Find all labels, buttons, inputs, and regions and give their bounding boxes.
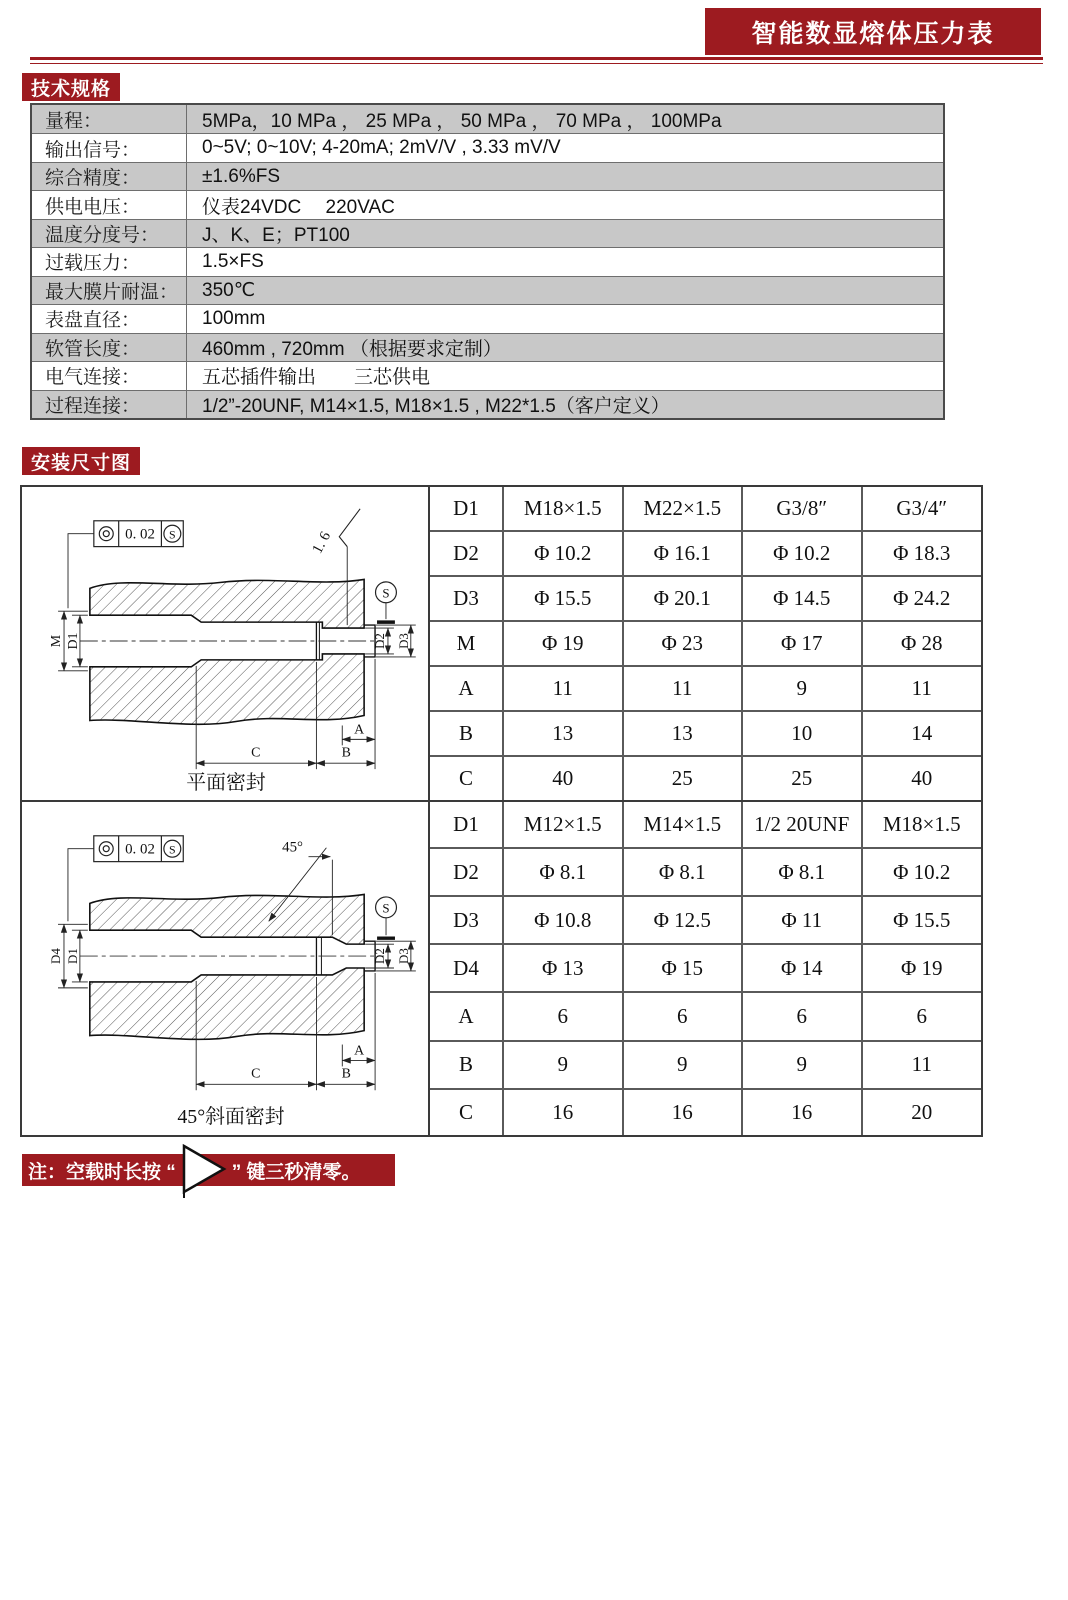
datum-s-letter: S xyxy=(169,527,176,542)
value-cell: Φ 14 xyxy=(742,944,862,992)
dim-row xyxy=(430,487,981,531)
value-cell: Φ 15 xyxy=(623,944,743,992)
value-cell: Φ 28 xyxy=(862,621,982,666)
dim-row xyxy=(430,848,981,896)
value-cell: Φ 13 xyxy=(503,944,623,992)
bevel-seal-drawing-cell xyxy=(22,802,430,1135)
value-cell: G3/8″ xyxy=(742,487,862,531)
dim-label-d4: D4 xyxy=(47,948,63,964)
value-cell: 16 xyxy=(742,1089,862,1135)
spec-row xyxy=(32,247,943,275)
value-cell: Φ 16.1 xyxy=(623,531,743,576)
value-cell: 25 xyxy=(623,756,743,800)
spec-row xyxy=(32,390,943,418)
value-cell: Φ 11 xyxy=(742,896,862,944)
spec-table xyxy=(30,103,945,420)
value-cell: Φ 17 xyxy=(742,621,862,666)
value-cell: Φ 8.1 xyxy=(742,848,862,896)
spec-value: 0~5V; 0~10V; 4-20mA; 2mV/V , 3.33 mV/V xyxy=(202,137,561,159)
spec-label: 温度分度号： xyxy=(32,220,187,247)
value-cell: Φ 15.5 xyxy=(862,896,982,944)
value-cell: Φ 18.3 xyxy=(862,531,982,576)
value-cell: Φ 10.2 xyxy=(742,531,862,576)
value-cell: 11 xyxy=(503,666,623,711)
dim-row xyxy=(430,576,981,621)
dim-label-b: B xyxy=(341,1066,351,1082)
spec-row xyxy=(32,105,943,133)
flat-seal-table-cell xyxy=(430,487,981,802)
value-cell: 9 xyxy=(623,1041,743,1089)
dim-row xyxy=(430,756,981,800)
value-cell: 6 xyxy=(503,992,623,1040)
value-cell: 6 xyxy=(623,992,743,1040)
value-cell: M12×1.5 xyxy=(503,802,623,848)
value-cell: Φ 10.8 xyxy=(503,896,623,944)
spec-label: 供电电压： xyxy=(32,191,187,218)
dims-section-badge xyxy=(22,447,140,475)
spec-row xyxy=(32,304,943,332)
param-cell: M xyxy=(430,621,503,666)
value-cell: Φ 14.5 xyxy=(742,576,862,621)
value-cell: 13 xyxy=(623,711,743,756)
spec-row xyxy=(32,162,943,190)
value-cell: Φ 10.2 xyxy=(862,848,982,896)
spec-row xyxy=(32,361,943,389)
spec-value: J、K、E；PT100 xyxy=(202,225,350,247)
param-cell: B xyxy=(430,711,503,756)
spec-value: 460mm , 720mm （根据要求定制） xyxy=(202,338,502,360)
dim-label-a: A xyxy=(354,722,365,738)
value-cell: 9 xyxy=(503,1041,623,1089)
datum-target xyxy=(376,582,397,622)
value-cell: Φ 10.2 xyxy=(503,531,623,576)
installation-dims-panel xyxy=(20,485,983,1137)
dim-row xyxy=(430,1089,981,1135)
header-divider-thick xyxy=(30,57,1043,60)
spec-label: 过程连接： xyxy=(32,391,187,418)
datum-s-letter: S xyxy=(169,842,176,857)
spec-value: 仪表24VDC 220VAC xyxy=(202,196,395,218)
dims-section-title: 安装尺寸图 xyxy=(31,452,132,474)
param-cell: D2 xyxy=(430,848,503,896)
spec-row xyxy=(32,219,943,247)
note-prefix: 注：空载时长按 “ xyxy=(28,1161,176,1183)
surface-finish-value: 1. 6 xyxy=(309,529,335,557)
dim-label-m: M xyxy=(49,634,65,648)
spec-label: 量程： xyxy=(32,105,187,133)
value-cell: Φ 19 xyxy=(503,621,623,666)
value-cell: 13 xyxy=(503,711,623,756)
dim-label-d1: D1 xyxy=(64,948,80,964)
value-cell: 6 xyxy=(862,992,982,1040)
value-cell: 16 xyxy=(623,1089,743,1135)
dim-row xyxy=(430,711,981,756)
play-triangle-icon xyxy=(180,1141,228,1199)
value-cell: 16 xyxy=(503,1089,623,1135)
value-cell: Φ 19 xyxy=(862,944,982,992)
note-suffix: ” 键三秒清零。 xyxy=(231,1161,361,1183)
note-bar xyxy=(22,1154,395,1186)
spec-value: 1.5×FS xyxy=(202,250,264,272)
param-cell: D3 xyxy=(430,576,503,621)
dim-label-a: A xyxy=(354,1043,365,1059)
value-cell: M18×1.5 xyxy=(862,802,982,848)
spec-label: 输出信号： xyxy=(32,134,187,161)
spec-value: 350℃ xyxy=(202,279,256,301)
spec-row xyxy=(32,190,943,218)
dim-label-d2: D2 xyxy=(372,948,388,964)
tolerance-value: 0. 02 xyxy=(125,526,155,543)
param-cell: B xyxy=(430,1041,503,1089)
lower-hatch-block xyxy=(90,968,364,1039)
spec-value: 5MPa，10 MPa ， 25 MPa ， 50 MPa ， 70 MPa ， 100MPa xyxy=(202,110,722,132)
dim-row xyxy=(430,621,981,666)
value-cell: 10 xyxy=(742,711,862,756)
flat-seal-caption: 平面密封 xyxy=(186,772,266,795)
flat-seal-drawing xyxy=(22,487,428,798)
spec-row xyxy=(32,133,943,161)
param-cell: A xyxy=(430,666,503,711)
dim-row xyxy=(430,1041,981,1089)
spec-label: 过载压力： xyxy=(32,248,187,275)
value-cell: M22×1.5 xyxy=(623,487,743,531)
spec-value: ±1.6%FS xyxy=(202,165,281,187)
value-cell: 14 xyxy=(862,711,982,756)
spec-value: 五芯插件输出 三芯供电 xyxy=(202,367,431,389)
value-cell: 11 xyxy=(862,666,982,711)
dim-label-b: B xyxy=(341,745,351,761)
page-title: 智能数显熔体压力表 xyxy=(751,19,995,48)
spec-row xyxy=(32,333,943,361)
bevel-seal-dim-table xyxy=(430,802,981,1135)
value-cell: Φ 24.2 xyxy=(862,576,982,621)
flat-seal-dim-table xyxy=(430,487,981,800)
value-cell: 9 xyxy=(742,1041,862,1089)
spec-value: 1/2”-20UNF, M14×1.5, M18×1.5 , M22*1.5（客户定义） xyxy=(202,395,670,417)
upper-hatch-block xyxy=(90,894,364,944)
dim-label-c: C xyxy=(251,1066,261,1082)
value-cell: 6 xyxy=(742,992,862,1040)
value-cell: Φ 23 xyxy=(623,621,743,666)
upper-hatch-block xyxy=(90,579,364,628)
value-cell: Φ 8.1 xyxy=(503,848,623,896)
param-cell: C xyxy=(430,1089,503,1135)
flat-seal-drawing-cell xyxy=(22,487,430,802)
value-cell: 11 xyxy=(623,666,743,711)
value-cell: 40 xyxy=(862,756,982,800)
spec-label: 综合精度： xyxy=(32,163,187,190)
dim-label-d3: D3 xyxy=(395,633,411,649)
value-cell: 9 xyxy=(742,666,862,711)
dim-label-d2: D2 xyxy=(371,633,387,649)
param-cell: D1 xyxy=(430,487,503,531)
dim-row xyxy=(430,992,981,1040)
value-cell: 25 xyxy=(742,756,862,800)
page-title-badge xyxy=(705,8,1041,55)
value-cell: Φ 15.5 xyxy=(503,576,623,621)
dim-row xyxy=(430,896,981,944)
dim-row xyxy=(430,944,981,992)
datum-s-letter: S xyxy=(382,900,390,916)
value-cell: M14×1.5 xyxy=(623,802,743,848)
specs-section-title: 技术规格 xyxy=(31,78,112,100)
param-cell: D2 xyxy=(430,531,503,576)
tolerance-value: 0. 02 xyxy=(125,841,155,858)
dim-label-d1: D1 xyxy=(65,632,81,650)
header-divider-thin xyxy=(30,63,1043,64)
dim-row xyxy=(430,666,981,711)
spec-label: 最大膜片耐温： xyxy=(32,277,187,304)
value-cell: Φ 20.1 xyxy=(623,576,743,621)
specs-section-badge xyxy=(22,73,120,101)
spec-label: 电气连接： xyxy=(32,362,187,389)
bevel-seal-drawing xyxy=(22,802,428,1133)
value-cell: 1/2 20UNF xyxy=(742,802,862,848)
value-cell: G3/4″ xyxy=(862,487,982,531)
param-cell: A xyxy=(430,992,503,1040)
value-cell: Φ 8.1 xyxy=(623,848,743,896)
dim-row xyxy=(430,531,981,576)
dim-row xyxy=(430,802,981,848)
spec-label: 软管长度： xyxy=(32,334,187,361)
value-cell: 20 xyxy=(862,1089,982,1135)
value-cell: 40 xyxy=(503,756,623,800)
bevel-seal-caption: 45°斜面密封 xyxy=(177,1106,285,1129)
value-cell: M18×1.5 xyxy=(503,487,623,531)
spec-row xyxy=(32,276,943,304)
param-cell: D1 xyxy=(430,802,503,848)
value-cell: Φ 12.5 xyxy=(623,896,743,944)
bevel-seal-table-cell xyxy=(430,802,981,1135)
param-cell: C xyxy=(430,756,503,800)
spec-value: 100mm xyxy=(202,307,266,329)
lower-hatch-block xyxy=(90,654,364,724)
param-cell: D4 xyxy=(430,944,503,992)
datum-s-letter: S xyxy=(382,585,390,601)
value-cell: 11 xyxy=(862,1041,982,1089)
dim-label-d3: D3 xyxy=(395,948,411,964)
param-cell: D3 xyxy=(430,896,503,944)
dim-label-c: C xyxy=(251,745,261,761)
datum-target xyxy=(376,897,397,938)
angle-value: 45° xyxy=(282,839,304,856)
spec-label: 表盘直径： xyxy=(32,305,187,332)
